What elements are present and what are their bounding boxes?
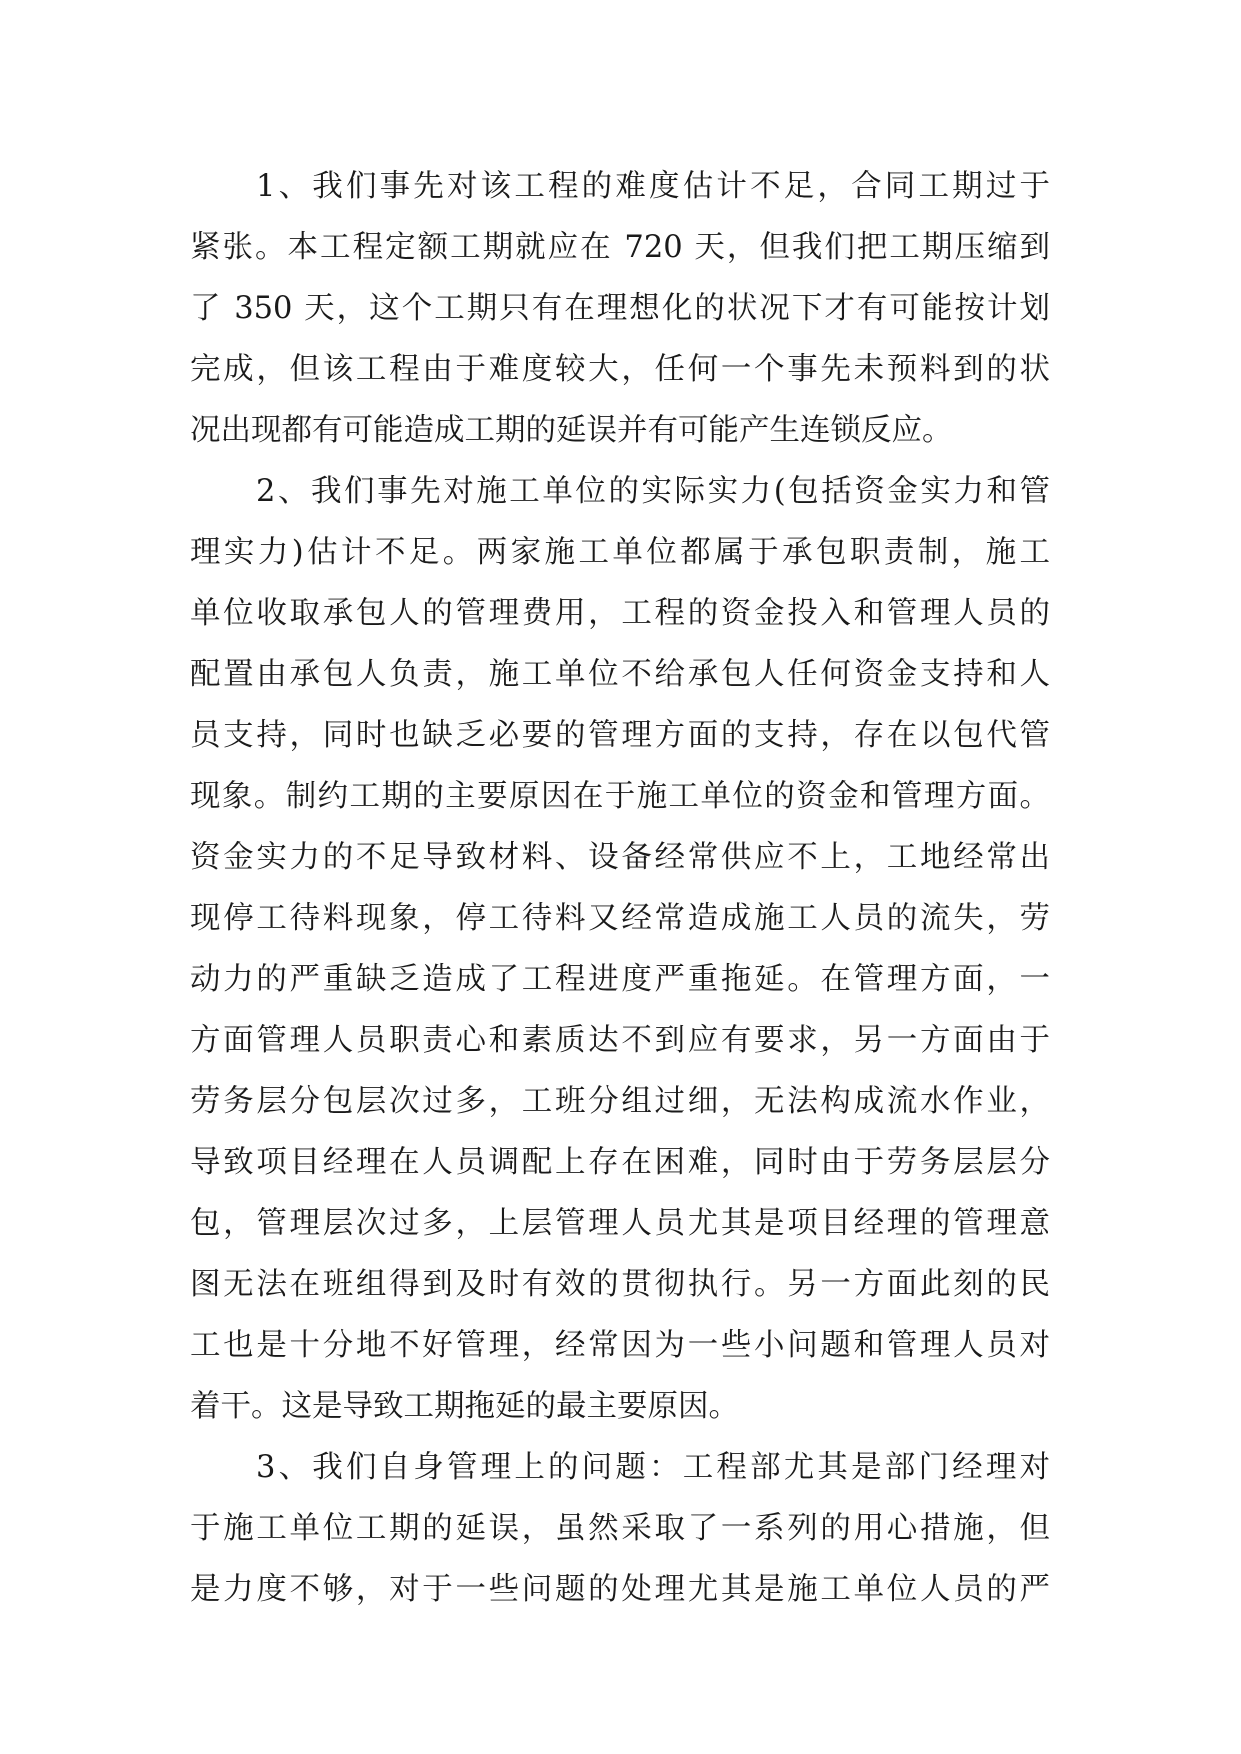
paragraph-2-line-10: 方面管理人员职责心和素质达不到应有要求，另一方面由于 <box>190 1023 1050 1058</box>
paragraph-2-line-12: 导致项目经理在人员调配上存在困难，同时由于劳务层层分 <box>190 1145 1050 1180</box>
paragraph-2-line-11: 劳务层分包层次过多，工班分组过细，无法构成流水作业， <box>190 1084 1050 1119</box>
paragraph-2-line-1: 2、我们事先对施工单位的实际实力(包括资金实力和管 <box>256 474 1050 509</box>
paragraph-2-line-15: 工也是十分地不好管理，经常因为一些小问题和管理人员对 <box>190 1328 1050 1363</box>
paragraph-1-line-4: 完成，但该工程由于难度较大，任何一个事先未预料到的状 <box>190 352 1050 387</box>
paragraph-2-line-7: 资金实力的不足导致材料、设备经常供应不上，工地经常出 <box>190 840 1050 875</box>
paragraph-2-line-14: 图无法在班组得到及时有效的贯彻执行。另一方面此刻的民 <box>190 1267 1050 1302</box>
paragraph-1-line-1: 1、我们事先对该工程的难度估计不足，合同工期过于 <box>256 169 1050 204</box>
paragraph-2-line-3: 单位收取承包人的管理费用，工程的资金投入和管理人员的 <box>190 596 1050 631</box>
paragraph-2-line-5: 员支持，同时也缺乏必要的管理方面的支持，存在以包代管 <box>190 718 1050 753</box>
paragraph-2-line-9: 动力的严重缺乏造成了工程进度严重拖延。在管理方面，一 <box>190 962 1050 997</box>
paragraph-1-line-3: 了 350 天，这个工期只有在理想化的状况下才有可能按计划 <box>190 291 1050 326</box>
paragraph-2-line-4: 配置由承包人负责，施工单位不给承包人任何资金支持和人 <box>190 657 1050 692</box>
paragraph-2-line-16: 着干。这是导致工期拖延的最主要原因。 <box>190 1389 739 1424</box>
paragraph-1-line-2: 紧张。本工程定额工期就应在 720 天，但我们把工期压缩到 <box>190 230 1050 265</box>
paragraph-1-line-5: 况出现都有可能造成工期的延误并有可能产生连锁反应。 <box>190 413 953 448</box>
paragraph-2-line-6: 现象。制约工期的主要原因在于施工单位的资金和管理方面。 <box>190 779 1050 814</box>
body-text <box>190 156 1050 1620</box>
paragraph-2-line-2: 理实力)估计不足。两家施工单位都属于承包职责制，施工 <box>190 535 1050 570</box>
paragraph-3-line-1: 3、我们自身管理上的问题：工程部尤其是部门经理对 <box>256 1450 1050 1485</box>
paragraph-3-line-2: 于施工单位工期的延误，虽然采取了一系列的用心措施，但 <box>190 1511 1050 1546</box>
paragraph-2-line-8: 现停工待料现象，停工待料又经常造成施工人员的流失，劳 <box>190 901 1050 936</box>
paragraph-2-line-13: 包，管理层次过多，上层管理人员尤其是项目经理的管理意 <box>190 1206 1050 1241</box>
paragraph-3-line-3: 是力度不够，对于一些问题的处理尤其是施工单位人员的严 <box>190 1572 1050 1607</box>
